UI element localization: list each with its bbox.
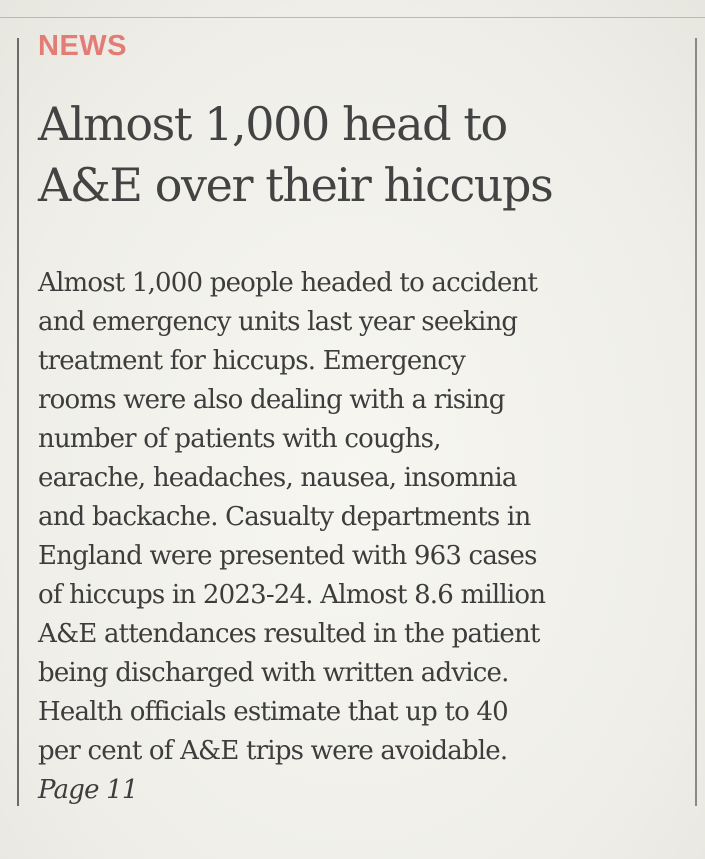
body-line: A&E attendances resulted in the patient — [38, 619, 540, 649]
section-kicker: NEWS — [38, 30, 127, 62]
body-line: number of patients with coughs, — [38, 424, 441, 454]
page-reference: Page 11 — [38, 775, 138, 805]
body-line: and backache. Casualty departments in — [38, 502, 531, 532]
headline — [38, 94, 688, 216]
body-line: earache, headaches, nausea, insomnia — [38, 463, 517, 493]
right-column-rule — [695, 38, 697, 806]
body-line: treatment for hiccups. Emergency — [38, 346, 466, 376]
body-line: Almost 1,000 people headed to accident — [38, 268, 538, 298]
body-line: per cent of A&E trips were avoidable. — [38, 736, 508, 766]
body-line: Health officials estimate that up to 40 — [38, 697, 508, 727]
body-line: being discharged with written advice. — [38, 658, 509, 688]
top-rule — [0, 17, 705, 18]
left-column-rule — [17, 38, 19, 806]
body-line: and emergency units last year seeking — [38, 307, 518, 337]
headline-line: Almost 1,000 head to — [38, 97, 507, 151]
body-line: rooms were also dealing with a rising — [38, 385, 505, 415]
body-line: of hiccups in 2023-24. Almost 8.6 million — [38, 580, 546, 610]
article-body — [38, 264, 688, 810]
headline-line: A&E over their hiccups — [38, 158, 553, 212]
body-line: England were presented with 963 cases — [38, 541, 537, 571]
